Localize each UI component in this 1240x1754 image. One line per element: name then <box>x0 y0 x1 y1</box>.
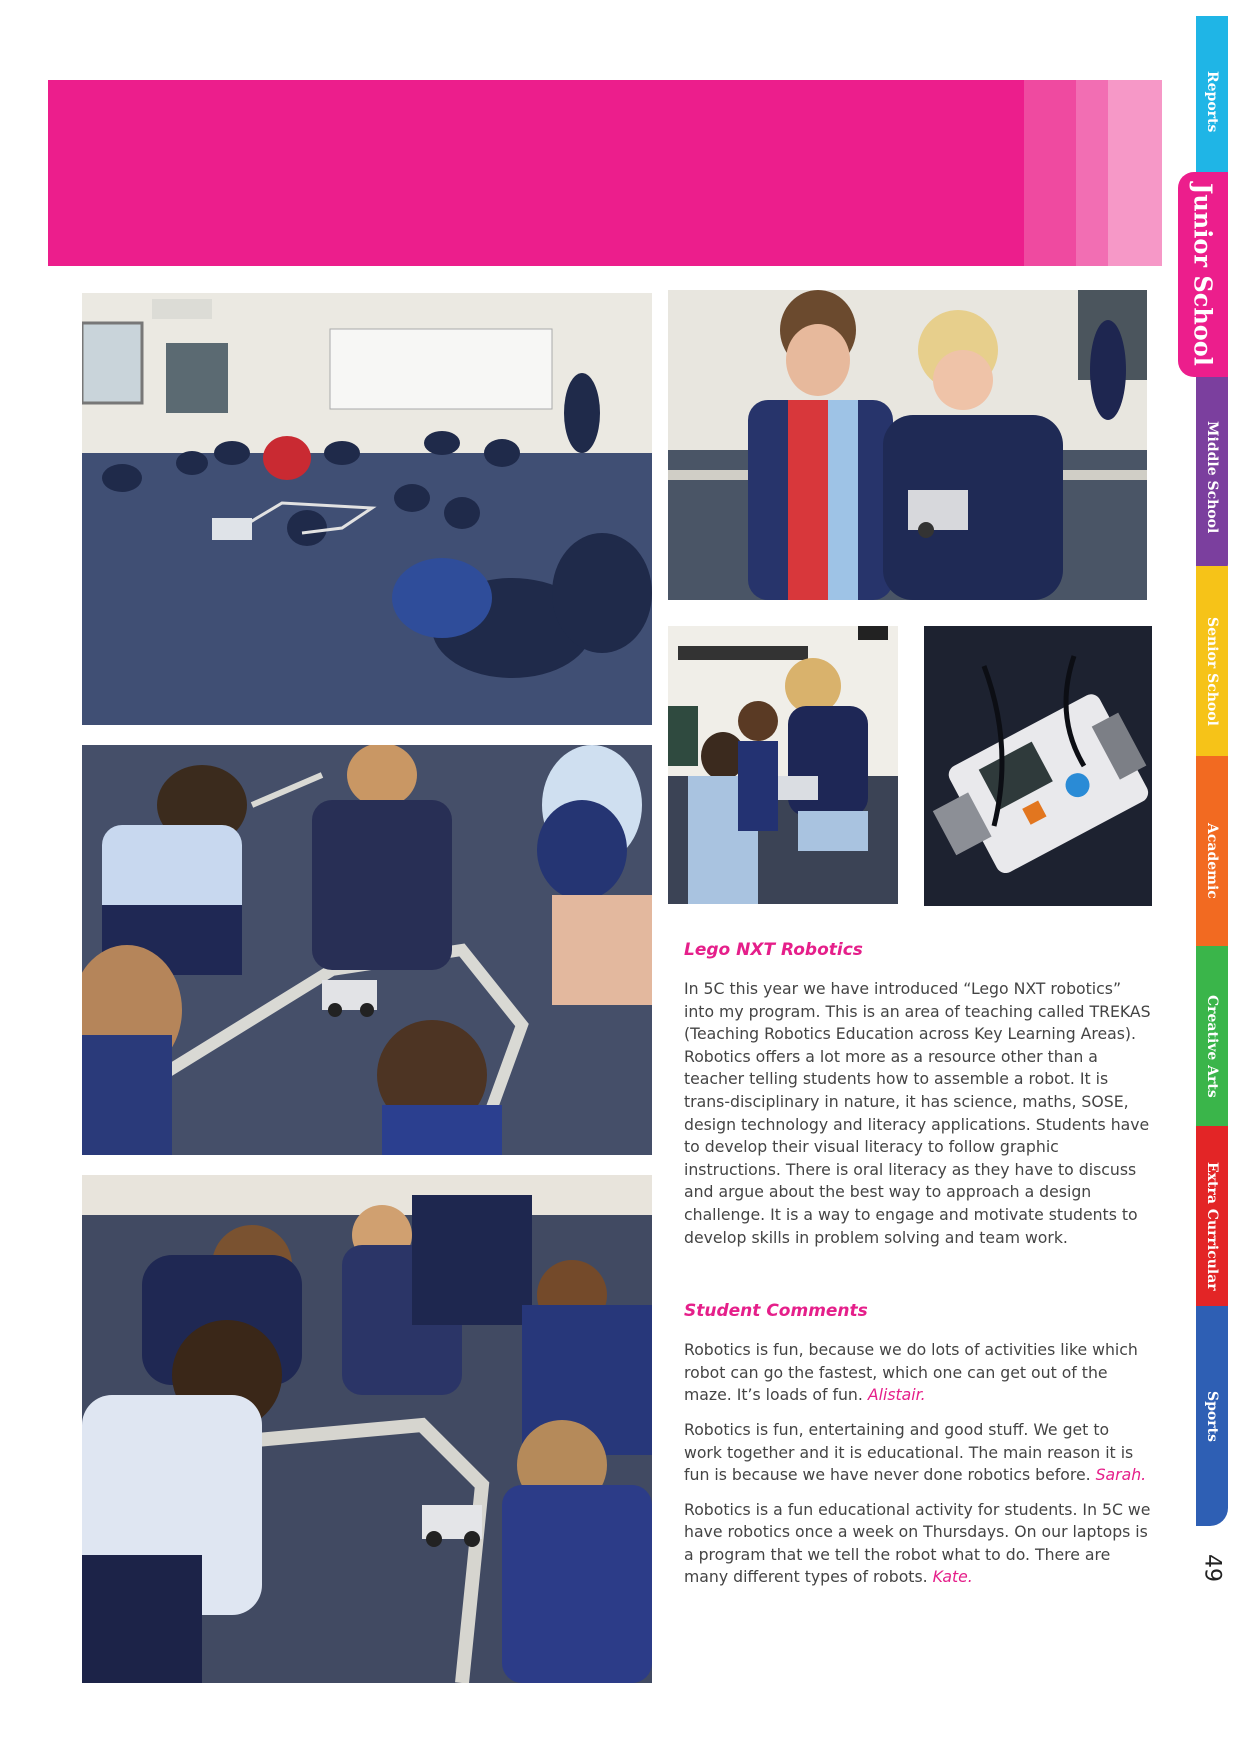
article-body: In 5C this year we have introduced “Lego NXT robotics” into my program. This is an area of teaching called TREKAS (Teaching Robotics Education across Key Learning Areas). Robotics offers a lot more as a resource other than a teacher telling students how to assemble a robot. It is trans-disciplinary in nature, it has science, maths, SOSE, design technology and literacy applications. Students have to develop their visual literacy to follow graphic instructions. There is oral literacy as they have to discuss and argue about the best way to approach a design challenge. It is a way to engage and motivate students to develop skills in problem solving and team work. <box>684 979 1151 1247</box>
banner-main <box>48 80 1024 266</box>
page-number <box>1196 1548 1228 1588</box>
banner-stripe <box>1108 80 1162 266</box>
tab-label: Extra Curricular <box>1204 1161 1220 1291</box>
header-banner <box>48 80 1162 266</box>
tab-extra-curricular[interactable] <box>1196 1126 1228 1326</box>
photo-nxt-brick-closeup <box>924 626 1152 906</box>
student-comment <box>684 1339 1152 1407</box>
tab-reports[interactable] <box>1196 16 1228 188</box>
comments-title: Student Comments <box>684 1301 868 1322</box>
comment-text: Robotics is a fun educational activity for students. In 5C we have robotics once a week on Thursdays. On our laptops is a program that we tell the robot what to do. There are many different types of robots. <box>684 1499 1151 1587</box>
article-column <box>684 940 1152 1589</box>
student-comment <box>684 1499 1152 1589</box>
photo-students-at-table <box>668 626 898 904</box>
tab-junior-school[interactable] <box>1178 172 1228 377</box>
tab-label: Junior School <box>1188 183 1218 366</box>
student-comment <box>684 1419 1152 1487</box>
comment-author: Sarah. <box>1095 1465 1147 1485</box>
tab-label: Sports <box>1204 1390 1220 1442</box>
photo-students-with-robot <box>668 290 1147 600</box>
tab-sports[interactable] <box>1196 1306 1228 1526</box>
comment-text: Robotics is fun, entertaining and good stuff. We get to work together and it is educational. The main reason it is fun is because we have never done robotics before. <box>684 1419 1134 1485</box>
tab-middle-school[interactable] <box>1196 372 1228 582</box>
tab-senior-school[interactable] <box>1196 566 1228 776</box>
page-number-text: 49 <box>1199 1554 1225 1582</box>
tab-label: Reports <box>1204 71 1220 133</box>
tab-label: Academic <box>1204 823 1220 899</box>
article-title: Lego NXT Robotics <box>684 940 863 960</box>
tab-label: Creative Arts <box>1204 994 1220 1098</box>
comment-text: Robotics is fun, because we do lots of activities like which robot can go the fastest, which one can get out of the maze. It’s loads of fun. <box>684 1340 1138 1405</box>
comment-author: Kate. <box>932 1567 973 1587</box>
comment-author: Alistair. <box>867 1385 926 1405</box>
banner-stripe <box>1024 80 1076 266</box>
tab-creative-arts[interactable] <box>1196 946 1228 1146</box>
banner-stripe <box>1076 80 1108 266</box>
photo-students-around-robot <box>82 1175 652 1683</box>
photo-classroom-overview <box>82 293 652 725</box>
photo-hexagon-track <box>82 745 652 1155</box>
tab-academic[interactable] <box>1196 756 1228 966</box>
tab-label: Senior School <box>1204 616 1220 726</box>
tab-label: Middle School <box>1204 420 1220 534</box>
